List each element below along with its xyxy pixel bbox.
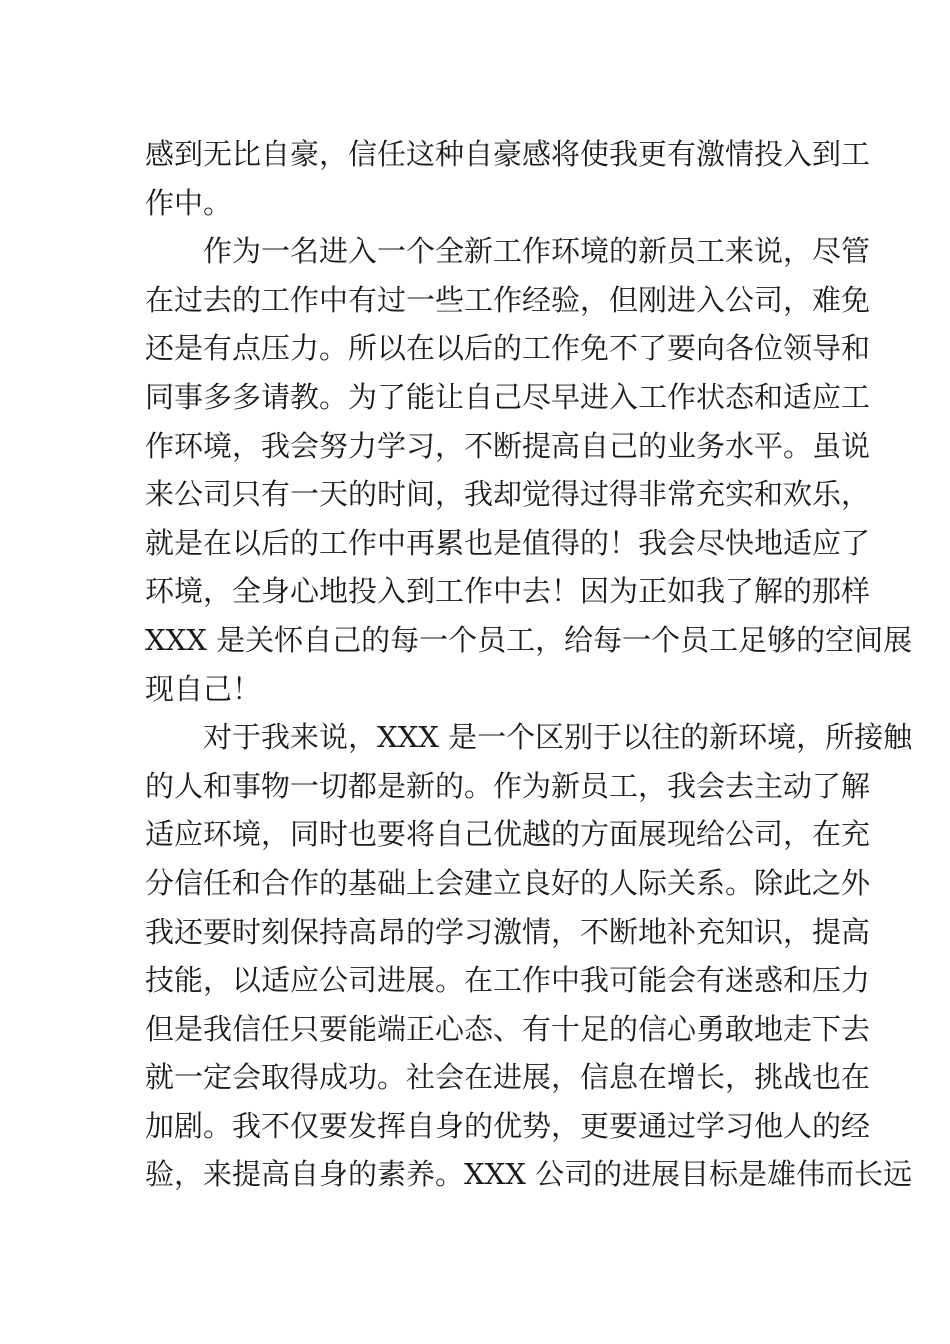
text-line: 就是在以后的工作中再累也是值得的！我会尽快地适应了 (145, 525, 871, 560)
text-line: 环境，全身心地投入到工作中去！因为正如我了解的那样 (145, 574, 871, 609)
text-line: 分信任和合作的基础上会建立良好的人际关系。除此之外 (145, 865, 871, 900)
text-line: 作环境，我会努力学习，不断提高自己的业务水平。虽说 (145, 428, 871, 463)
text-line: 我还要时刻保持高昂的学习激情，不断地补充知识，提高 (145, 914, 871, 949)
text-line: 作中。 (145, 185, 233, 220)
text-line: 技能，以适应公司进展。在工作中我可能会有迷惑和压力 (145, 963, 871, 998)
paragraph-first-line: 对于我来说，XXX 是一个区别于以往的新环境，所接触 (203, 720, 913, 755)
text-line: 同事多多请教。为了能让自己尽早进入工作状态和适应工 (145, 379, 871, 414)
text-line: 适应环境，同时也要将自己优越的方面展现给公司，在充 (145, 817, 871, 852)
text-line: 就一定会取得成功。社会在进展，信息在增长，挑战也在 (145, 1060, 871, 1095)
text-line: 来公司只有一天的时间，我却觉得过得非常充实和欢乐， (145, 477, 871, 512)
text-line: XXX 是关怀自己的每一个员工，给每一个员工足够的空间展 (145, 622, 913, 657)
text-line: 感到无比自豪，信任这种自豪感将使我更有激情投入到工 (145, 137, 871, 171)
paragraph-first-line: 作为一名进入一个全新工作环境的新员工来说，尽管 (203, 234, 871, 269)
text-line: 验，来提高自身的素养。XXX 公司的进展目标是雄伟而长远 (145, 1157, 913, 1192)
body-text (145, 130, 913, 1199)
text-line: 在过去的工作中有过一些工作经验，但刚进入公司，难免 (145, 282, 871, 317)
text-line: 现自己！ (145, 671, 262, 706)
text-line: 但是我信任只要能端正心态、有十足的信心勇敢地走下去 (145, 1011, 871, 1046)
text-line: 的人和事物一切都是新的。作为新员工，我会去主动了解 (145, 768, 871, 803)
text-line: 还是有点压力。所以在以后的工作免不了要向各位领导和 (145, 331, 871, 366)
text-line: 加剧。我不仅要发挥自身的优势，更要通过学习他人的经 (145, 1108, 871, 1143)
